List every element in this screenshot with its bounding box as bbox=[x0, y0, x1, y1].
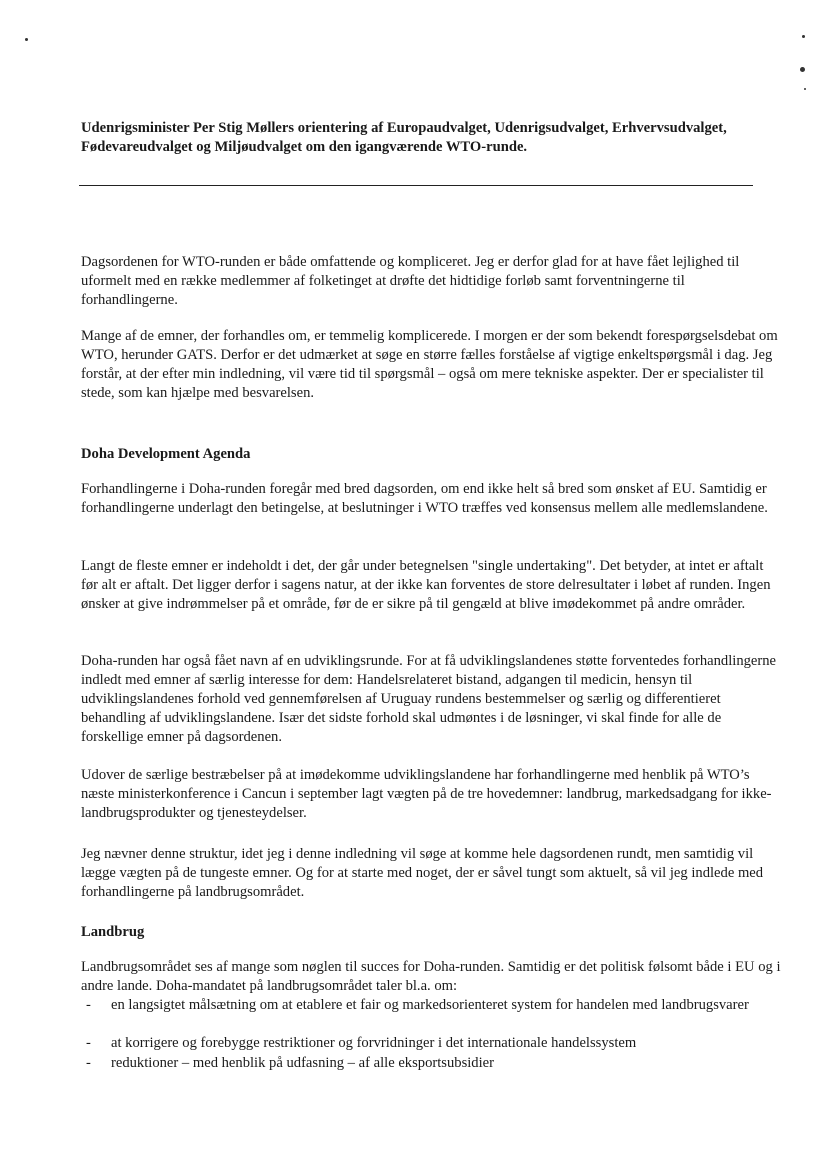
paragraph-structure: Jeg nævner denne struktur, idet jeg i denne indledning vil søge at komme hele dagsordenen rundt, men samtidig vil lægge vægten på de tungeste emner. Og for at starte med noget, der er såvel tungt som aktuelt, så vil jeg indlede med forhandlingerne på landbrugsområdet. bbox=[81, 846, 764, 900]
paragraph-landbrug: Landbrugsområdet ses af mange som nøglen til succes for Doha-runden. Samtidig er det politisk følsomt både i EU og i andre lande. Doha-mandatet på landbrugsområdet taler bl.a. om: bbox=[81, 959, 781, 994]
list-item-text: at korrigere og forebygge restriktioner og forvridninger i det internationale handelssystem bbox=[111, 1035, 637, 1051]
paragraph-main-topics: Udover de særlige bestræbelser på at imødekomme udviklingslandene har forhandlingerne med henblik på WTO’s næste ministerkonference i Cancun i september lagt vægten på de tre hovedemner: landbrug, markedsadgang for ikke-landbrugsprodukter og tjenesteydelser. bbox=[81, 767, 772, 821]
list-dash: - bbox=[86, 1055, 91, 1071]
paragraph-intro: Dagsordenen for WTO-runden er både omfattende og kompliceret. Jeg er derfor glad for at have fået lejlighed til uformelt med en række medlemmer af folketinget at drøfte det hidtidige forløb samt forventningerne til forhandlingerne. bbox=[81, 254, 740, 308]
list-dash: - bbox=[86, 997, 91, 1013]
scan-speck bbox=[802, 35, 805, 38]
section-heading-landbrug: Landbrug bbox=[81, 924, 145, 940]
paragraph-topics: Mange af de emner, der forhandles om, er temmelig komplicerede. I morgen er der som bekendt forespørgselsdebat om WTO, herunder GATS. Derfor er det udmærket at søge en større fælles forståelse af vigtige enkeltspørgsmål i dag. Jeg forstår, at der efter min indledning, vil være tid til spørgsmål – også om mere tekniske aspekter. Der er specialister til stede, som kan hjælpe med besvarelsen. bbox=[81, 328, 778, 401]
page-title: Udenrigsminister Per Stig Møllers orientering af Europaudvalget, Udenrigsudvalget, Erhvervsudvalget, Fødevareudvalget og Miljøudvalget om den igangværende WTO-runde. bbox=[81, 120, 727, 155]
paragraph-development-round: Doha-runden har også fået navn af en udviklingsrunde. For at få udviklingslandenes støtte forventedes forhandlingerne indledt med emner af særlig interesse for dem: Handelsrelateret bistand, adgangen til medicin, hensyn til udviklingslandenes forhold ved gennemførelsen af Uruguay rundens bestemmelser og særlig og differentieret behandling af udviklingslandene. Især det sidste forhold skal udmøntes i de løsninger, vi skal finde for alle de forskellige emner på dagsordenen. bbox=[81, 653, 777, 745]
paragraph-single-undertaking: Langt de fleste emner er indeholdt i det, der går under betegnelsen "single undertaking". Det betyder, at intet er aftalt før alt er aftalt. Det ligger derfor i sagens natur, at der ikke kan forventes de store delresultater i løbet af runden. Ingen ønsker at give indrømmelser på et område, før de er sikre på til gengæld at blive imødekommet på andre områder. bbox=[81, 558, 771, 612]
list-item-text: reduktioner – med henblik på udfasning – af alle eksportsubsidier bbox=[111, 1055, 494, 1071]
list-item-text: en langsigtet målsætning om at etablere et fair og markedsorienteret system for handelen med landbrugsvarer bbox=[111, 997, 749, 1013]
scan-speck bbox=[804, 88, 806, 90]
scan-speck bbox=[800, 67, 805, 72]
paragraph-doha-agenda: Forhandlingerne i Doha-runden foregår med bred dagsorden, om end ikke helt så bred som ønsket af EU. Samtidig er forhandlingerne underlagt den betingelse, at beslutninger i WTO træffes ved konsensus mellem alle medlemslandene. bbox=[81, 481, 768, 516]
scan-speck bbox=[25, 38, 28, 41]
title-divider bbox=[79, 185, 753, 186]
list-dash: - bbox=[86, 1035, 91, 1051]
section-heading-doha: Doha Development Agenda bbox=[81, 446, 251, 462]
